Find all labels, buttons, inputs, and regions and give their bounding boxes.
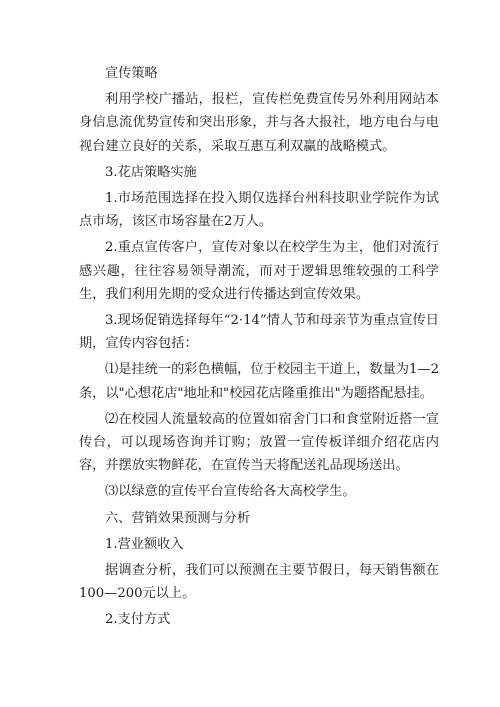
paragraph-promotion-dates: 3.现场促销选择每年“2·14”情人节和母亲节为重点宣传日期，宣传内容包括： <box>79 313 439 352</box>
heading-payment-methods: 2.支付方式 <box>105 612 171 628</box>
paragraph-revenue-forecast: 据调查分析，我们可以预测在主要节假日，每天销售额在100—200元以上。 <box>79 563 439 602</box>
list-item-booth: ⑵在校园人流量较高的位置如宿舍门口和食堂附近搭一宣传台，可以现场咨询并订购；放置一宣传板详细介绍花店内容，并摆放实物鲜花，在宣传当天将配送礼品现场送出。 <box>79 411 439 474</box>
paragraph-market-scope: 1.市场范围选择在投入期仅选择台州科技职业学院作为试点市场，该区市场容量在2万人。 <box>79 191 439 230</box>
list-item-banner: ⑴是挂统一的彩色横幅，位于校园主干道上，数量为1—2条，以"心想花店"地址和"校园花店隆重推出"为题搭配悬挂。 <box>79 362 439 401</box>
paragraph-target-customers: 2.重点宣传客户，宣传对象以在校学生为主，他们对流行感兴趣，往往容易领导潮流，而对于逻辑思维较强的工科学生，我们利用先期的受众进行传播达到宣传效果。 <box>79 240 439 302</box>
paragraph-publicity-channels: 利用学校广播站，报栏，宣传栏免费宣传另外利用网站本身信息流优势宣传和突出形象，并与各大报社，地方电台与电视台建立良好的关系，采取互惠互利双赢的战略模式。 <box>79 92 439 154</box>
document-body <box>79 62 439 632</box>
heading-revenue: 1.营业额收入 <box>105 536 184 552</box>
heading-publicity-strategy: 宣传策略 <box>105 66 158 81</box>
heading-section-six: 六、营销效果预测与分析 <box>105 510 251 526</box>
list-item-platform: ⑶以绿意的宣传平台宣传给各大高校学生。 <box>105 484 356 500</box>
heading-strategy-implementation: 3.花店策略实施 <box>105 164 197 180</box>
